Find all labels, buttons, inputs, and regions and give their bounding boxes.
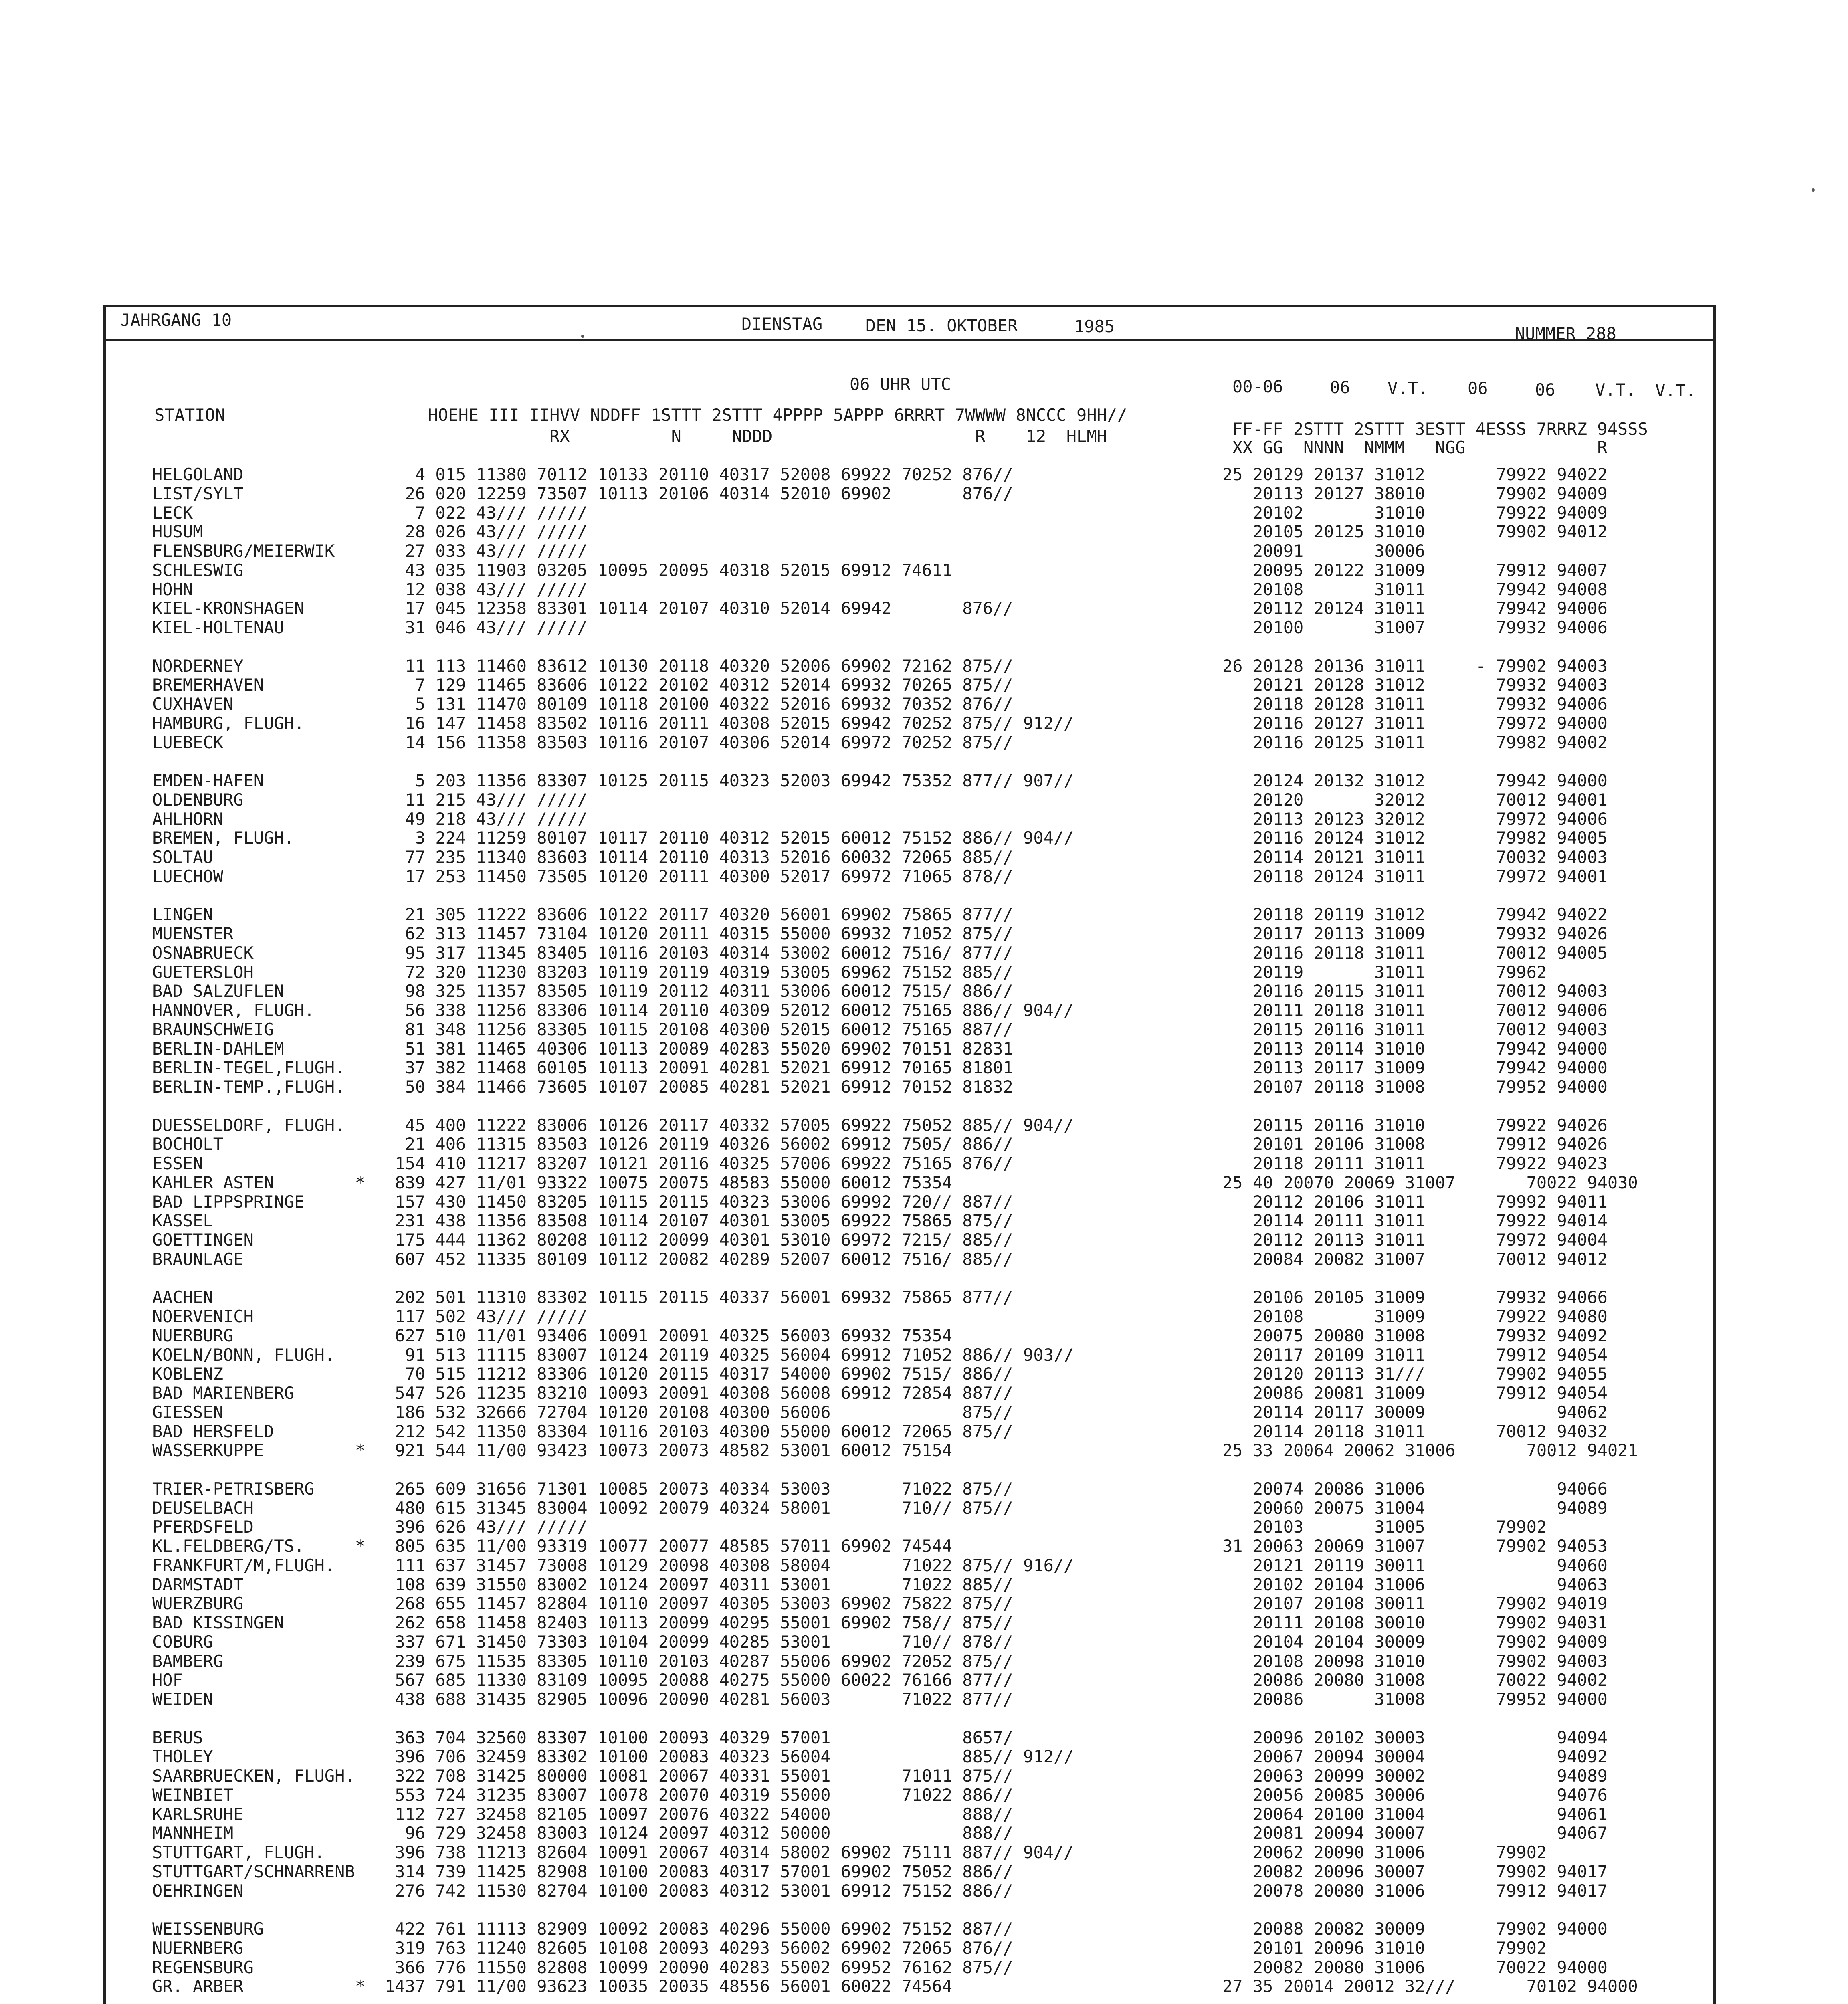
station-name: BRAUNLAGE <box>152 1249 244 1269</box>
station-period-groups: 20103 31005 79902 <box>1222 1517 1547 1537</box>
station-name: GOETTINGEN <box>152 1230 254 1250</box>
station-period-groups: 25 20129 20137 31012 79922 94022 <box>1222 465 1608 484</box>
station-name: DUESSELDORF, FLUGH. <box>152 1115 345 1135</box>
station-observation: 265 609 31656 71301 10085 20073 40334 53003 71022 875// <box>385 1479 1013 1499</box>
station-observation: 337 671 31450 73303 10104 20099 40285 53001 710// 878// <box>385 1632 1013 1652</box>
station-name: LIST/SYLT <box>152 483 244 503</box>
group-vt-b: V.T. <box>1595 380 1636 400</box>
station-name: KIEL-KRONSHAGEN <box>152 598 305 618</box>
station-name: AACHEN <box>152 1287 213 1307</box>
station-name: MANNHEIM <box>152 1823 234 1843</box>
station-observation: 438 688 31435 82905 10096 20090 40281 56003 71022 877// <box>385 1689 1013 1709</box>
station-period-groups: 20075 20080 31008 79932 94092 <box>1222 1325 1608 1345</box>
station-observation: 11 113 11460 83612 10130 20118 40320 52006 69902 72162 875// <box>385 656 1013 676</box>
station-observation: 322 708 31425 80000 10081 20067 40331 55001 71011 875// <box>385 1766 1013 1786</box>
station-period-groups: 20117 20113 31009 79932 94026 <box>1222 924 1608 943</box>
station-observation: 11 215 43/// ///// <box>385 790 588 810</box>
station-observation: 49 218 43/// ///// <box>385 809 588 829</box>
station-name: SCHLESWIG <box>152 560 244 580</box>
station-observation: 98 325 11357 83505 10119 20112 40311 53006 60012 7515/ 886// <box>385 981 1013 1001</box>
station-observation: 396 738 11213 82604 10091 20067 40314 58002 69902 75111 887// 904// <box>385 1842 1074 1862</box>
station-period-groups: 20105 20125 31010 79902 94012 <box>1222 522 1608 542</box>
station-name: BERLIN-TEGEL,FLUGH. <box>152 1058 345 1078</box>
station-name: EMDEN-HAFEN <box>152 771 264 790</box>
station-name: WUERZBURG <box>152 1594 244 1614</box>
station-observation: 117 502 43/// ///// <box>385 1307 588 1326</box>
station-observation: 50 384 11466 73605 10107 20085 40281 52021 69912 70152 81832 <box>385 1077 1013 1097</box>
station-period-groups: 20116 20125 31011 79982 94002 <box>1222 732 1608 752</box>
station-name: HANNOVER, FLUGH. <box>152 1000 315 1020</box>
station-name: REGENSBURG <box>152 1957 254 1977</box>
station-period-groups: 20064 20100 31004 94061 <box>1222 1804 1608 1824</box>
station-period-groups: 20107 20118 31008 79952 94000 <box>1222 1077 1608 1097</box>
station-name: GIESSEN <box>152 1402 224 1422</box>
column-header-line-2-right: XX GG NNNN NMMM NGG R <box>1232 438 1608 457</box>
station-name: AHLHORN <box>152 809 224 829</box>
station-period-groups: 20067 20094 30004 94092 <box>1222 1747 1608 1767</box>
station-period-groups: 20086 20080 31008 70022 94002 <box>1222 1670 1608 1690</box>
station-name: BAMBERG <box>152 1651 224 1671</box>
station-name: SOLTAU <box>152 847 213 867</box>
station-name: KAHLER ASTEN * <box>152 1172 366 1192</box>
station-period-groups: 20120 32012 70012 94001 <box>1222 790 1608 810</box>
station-name: KARLSRUHE <box>152 1804 244 1824</box>
station-period-groups: 20114 20117 30009 94062 <box>1222 1402 1608 1422</box>
group-06-b: 06 <box>1468 378 1488 398</box>
station-observation: 21 305 11222 83606 10122 20117 40320 56001 69902 75865 877// <box>385 905 1013 925</box>
station-observation: 396 626 43/// ///// <box>385 1517 588 1537</box>
station-name: BAD LIPPSPRINGE <box>152 1192 305 1212</box>
date-label: DEN 15. OKTOBER <box>866 316 1018 335</box>
station-observation: 5 203 11356 83307 10125 20115 40323 52003 69942 75352 877// 907// <box>385 771 1074 790</box>
station-observation: 839 427 11/01 93322 10075 20075 48583 55000 60012 75354 <box>385 1172 953 1192</box>
station-name: KASSEL <box>152 1211 213 1231</box>
station-period-groups: 20111 20108 30010 79902 94031 <box>1222 1613 1608 1632</box>
station-name: BERLIN-DAHLEM <box>152 1038 284 1059</box>
station-period-groups: 20074 20086 31006 94066 <box>1222 1479 1608 1499</box>
station-observation: 363 704 32560 83307 10100 20093 40329 57001 8657/ <box>385 1727 1013 1747</box>
station-name: KL.FELDBERG/TS. * <box>152 1536 366 1556</box>
station-period-groups: 20112 20106 31011 79992 94011 <box>1222 1192 1608 1212</box>
station-period-groups: 20114 20118 31011 70012 94032 <box>1222 1421 1608 1441</box>
station-observation: 175 444 11362 80208 10112 20099 40301 53010 69972 7215/ 885// <box>385 1230 1013 1250</box>
station-observation: 17 045 12358 83301 10114 20107 40310 52014 69942 876// <box>385 598 1013 618</box>
station-observation: 7 129 11465 83606 10122 20102 40312 52014 69932 70265 875// <box>385 675 1013 695</box>
observation-time-label: 06 UHR UTC <box>850 374 951 394</box>
station-period-groups: 20082 20080 31006 70022 94000 <box>1222 1957 1608 1977</box>
weekday-label: DIENSTAG <box>741 314 823 334</box>
station-period-groups: 20118 20124 31011 79972 94001 <box>1222 866 1608 886</box>
station-observation: 547 526 11235 83210 10093 20091 40308 56008 69912 72854 887// <box>385 1383 1013 1403</box>
station-period-groups: 25 40 20070 20069 31007 70022 94030 <box>1222 1172 1638 1192</box>
period-label: 00-06 <box>1232 377 1283 396</box>
station-name: BAD KISSINGEN <box>152 1613 284 1632</box>
station-period-groups: 20081 20094 30007 94067 <box>1222 1823 1608 1843</box>
station-name: PFERDSFELD <box>152 1517 254 1537</box>
station-period-groups: 20116 20118 31011 70012 94005 <box>1222 943 1608 963</box>
station-observation: 202 501 11310 83302 10115 20115 40337 56001 69932 75865 877// <box>385 1287 1013 1307</box>
station-period-groups: 20091 30006 <box>1222 541 1425 561</box>
column-header-line-1-right: FF-FF 2STTT 2STTT 3ESTT 4ESSS 7RRRZ 94SSS <box>1232 419 1648 439</box>
station-name: BOCHOLT <box>152 1134 224 1154</box>
station-period-groups: 20095 20122 31009 79912 94007 <box>1222 560 1608 580</box>
station-period-groups: 20118 20119 31012 79942 94022 <box>1222 905 1608 925</box>
station-period-groups: 20106 20105 31009 79932 94066 <box>1222 1287 1608 1307</box>
column-header-line-1: STATION HOEHE III IIHVV NDDFF 1STTT 2STTT 4PPPP 5APPP 6RRRT 7WWWW 8NCCC 9HH// <box>154 405 1127 425</box>
station-name: HUSUM <box>152 522 203 542</box>
station-observation: 239 675 11535 83305 10110 20103 40287 55006 69902 72052 875// <box>385 1651 1013 1671</box>
station-observation: 7 022 43/// ///// <box>385 503 588 523</box>
station-observation: 28 026 43/// ///// <box>385 522 588 542</box>
station-name: STUTTGART/SCHNARRENB <box>152 1861 355 1881</box>
station-period-groups: 26 20128 20136 31011 - 79902 94003 <box>1222 656 1608 676</box>
header-rule <box>103 339 1716 341</box>
station-period-groups: 20096 20102 30003 94094 <box>1222 1727 1608 1747</box>
station-observation: 314 739 11425 82908 10100 20083 40317 57001 69902 75052 886// <box>385 1861 1013 1881</box>
station-period-groups: 20113 20127 38010 79902 94009 <box>1222 483 1608 503</box>
station-observation: 96 729 32458 83003 10124 20097 40312 50000 888// <box>385 1823 1013 1843</box>
station-period-groups: 20124 20132 31012 79942 94000 <box>1222 771 1608 790</box>
station-period-groups: 20121 20128 31012 79932 94003 <box>1222 675 1608 695</box>
station-observation: 95 317 11345 83405 10116 20103 40314 53002 60012 7516/ 877// <box>385 943 1013 963</box>
station-name: BRAUNSCHWEIG <box>152 1019 274 1039</box>
station-observation: 396 706 32459 83302 10100 20083 40323 56004 885// 912// <box>385 1747 1074 1767</box>
station-period-groups: 20107 20108 30011 79902 94019 <box>1222 1594 1608 1614</box>
station-period-groups: 20056 20085 30006 94076 <box>1222 1785 1608 1805</box>
station-name: HAMBURG, FLUGH. <box>152 713 305 733</box>
station-name: WEISSENBURG <box>152 1919 264 1939</box>
station-name: WEINBIET <box>152 1785 234 1805</box>
station-period-groups: 20100 31007 79932 94006 <box>1222 618 1608 637</box>
station-observation: 43 035 11903 03205 10095 20095 40318 52015 69912 74611 <box>385 560 953 580</box>
station-observation: 231 438 11356 83508 10114 20107 40301 53005 69922 75865 875// <box>385 1211 1013 1231</box>
station-period-groups: 20115 20116 31010 79922 94026 <box>1222 1115 1608 1135</box>
station-name: HOF <box>152 1670 183 1690</box>
station-observation: 5 131 11470 80109 10118 20100 40322 52016 69932 70352 876// <box>385 694 1013 714</box>
station-period-groups: 20112 20124 31011 79942 94006 <box>1222 598 1608 618</box>
station-period-groups: 20078 20080 31006 79912 94017 <box>1222 1881 1608 1901</box>
station-observation: 262 658 11458 82403 10113 20099 40295 55001 69902 758// 875// <box>385 1613 1013 1632</box>
station-name: WASSERKUPPE * <box>152 1440 366 1461</box>
station-period-groups: 20088 20082 30009 79902 94000 <box>1222 1919 1608 1939</box>
station-name: NORDERNEY <box>152 656 244 676</box>
scan-speck <box>1812 188 1815 192</box>
station-observation: 31 046 43/// ///// <box>385 618 588 637</box>
station-observation: 81 348 11256 83305 10115 20108 40300 52015 60012 75165 887// <box>385 1019 1013 1039</box>
station-name: DEUSELBACH <box>152 1498 254 1518</box>
station-observation: 14 156 11358 83503 10116 20107 40306 52014 69972 70252 875// <box>385 732 1013 752</box>
station-observation: 108 639 31550 83002 10124 20097 40311 53001 71022 885// <box>385 1574 1013 1594</box>
station-period-groups: 20119 31011 79962 <box>1222 962 1547 982</box>
station-observation: 3 224 11259 80107 10117 20110 40312 52015 60012 75152 886// 904// <box>385 828 1074 848</box>
station-name: BERLIN-TEMP.,FLUGH. <box>152 1077 345 1097</box>
group-06-c: 06 <box>1535 380 1555 400</box>
station-period-groups: 20108 31009 79922 94080 <box>1222 1307 1608 1326</box>
station-name: BREMERHAVEN <box>152 675 264 695</box>
station-observation: 805 635 11/00 93319 10077 20077 48585 57011 69902 74544 <box>385 1536 953 1556</box>
station-period-groups: 20120 20113 31/// 79902 94055 <box>1222 1364 1608 1384</box>
station-observation: 627 510 11/01 93406 10091 20091 40325 56003 69932 75354 <box>385 1325 953 1345</box>
group-vt-c: V.T. <box>1655 381 1696 400</box>
station-name: COBURG <box>152 1632 213 1652</box>
station-period-groups: 20116 20127 31011 79972 94000 <box>1222 713 1608 733</box>
station-period-groups: 20118 20128 31011 79932 94006 <box>1222 694 1608 714</box>
station-observation: 422 761 11113 82909 10092 20083 40296 55000 69902 75152 887// <box>385 1919 1013 1939</box>
group-06-a: 06 <box>1330 378 1350 397</box>
station-name: OLDENBURG <box>152 790 244 810</box>
station-name: BAD MARIENBERG <box>152 1383 295 1403</box>
station-name: FRANKFURT/M,FLUGH. <box>152 1555 335 1575</box>
station-observation: 56 338 11256 83306 10114 20110 40309 52012 60012 75165 886// 904// <box>385 1000 1074 1020</box>
station-period-groups: 20115 20116 31011 70012 94003 <box>1222 1019 1608 1039</box>
station-observation: 567 685 11330 83109 10095 20088 40275 55000 60022 76166 877// <box>385 1670 1013 1690</box>
station-period-groups: 20114 20111 31011 79922 94014 <box>1222 1211 1608 1231</box>
station-observation: 366 776 11550 82808 10099 20090 40283 55002 69952 76162 875// <box>385 1957 1013 1977</box>
station-period-groups: 20113 20117 31009 79942 94000 <box>1222 1058 1608 1078</box>
station-observation: 45 400 11222 83006 10126 20117 40332 57005 69922 75052 885// 904// <box>385 1115 1074 1135</box>
station-period-groups: 20101 20096 31010 79902 <box>1222 1938 1547 1958</box>
station-name: GR. ARBER * <box>152 1976 366 1996</box>
station-observation: 4 015 11380 70112 10133 20110 40317 52008 69922 70252 876// <box>385 465 1013 484</box>
station-observation: 480 615 31345 83004 10092 20079 40324 58001 710// 875// <box>385 1498 1013 1518</box>
station-observation: 21 406 11315 83503 10126 20119 40326 56002 69912 7505/ 886// <box>385 1134 1013 1154</box>
station-period-groups: 20113 20114 31010 79942 94000 <box>1222 1038 1608 1059</box>
station-name: KIEL-HOLTENAU <box>152 618 284 637</box>
station-name: MUENSTER <box>152 924 234 943</box>
station-name: OEHRINGEN <box>152 1881 244 1901</box>
station-period-groups: 20116 20115 31011 70012 94003 <box>1222 981 1608 1001</box>
station-observation: 62 313 11457 73104 10120 20111 40315 55000 69932 71052 875// <box>385 924 1013 943</box>
station-period-groups: 20082 20096 30007 79902 94017 <box>1222 1861 1608 1881</box>
station-observation: 212 542 11350 83304 10116 20103 40300 55000 60012 72065 875// <box>385 1421 1013 1441</box>
station-period-groups: 20062 20090 31006 79902 <box>1222 1842 1547 1862</box>
station-period-groups: 20086 20081 31009 79912 94054 <box>1222 1383 1608 1403</box>
station-period-groups: 20102 20104 31006 94063 <box>1222 1574 1608 1594</box>
station-observation: 70 515 11212 83306 10120 20115 40317 54000 69902 7515/ 886// <box>385 1364 1013 1384</box>
station-name: TRIER-PETRISBERG <box>152 1479 315 1499</box>
station-name: CUXHAVEN <box>152 694 234 714</box>
station-period-groups: 20114 20121 31011 70032 94003 <box>1222 847 1608 867</box>
station-name: LECK <box>152 503 193 523</box>
station-period-groups: 20121 20119 30011 94060 <box>1222 1555 1608 1575</box>
station-observation: 111 637 31457 73008 10129 20098 40308 58004 71022 875// 916// <box>385 1555 1074 1575</box>
station-period-groups: 20063 20099 30002 94089 <box>1222 1766 1608 1786</box>
year-label: 1985 <box>1074 317 1115 336</box>
station-period-groups: 20112 20113 31011 79972 94004 <box>1222 1230 1608 1250</box>
station-period-groups: 20108 31011 79942 94008 <box>1222 579 1608 599</box>
station-name: ESSEN <box>152 1154 203 1173</box>
station-name: FLENSBURG/MEIERWIK <box>152 541 335 561</box>
station-name: NOERVENICH <box>152 1307 254 1326</box>
station-name: THOLEY <box>152 1747 213 1767</box>
station-name: LUEBECK <box>152 732 224 752</box>
station-observation: 1437 791 11/00 93623 10035 20035 48556 56001 60022 74564 <box>385 1976 953 1996</box>
station-name: SAARBRUECKEN, FLUGH. <box>152 1766 355 1786</box>
station-observation: 268 655 11457 82804 10110 20097 40305 53003 69902 75822 875// <box>385 1594 1013 1614</box>
station-observation: 921 544 11/00 93423 10073 20073 48582 53001 60012 75154 <box>385 1440 953 1461</box>
station-observation: 17 253 11450 73505 10120 20111 40300 52017 69972 71065 878// <box>385 866 1013 886</box>
station-name: NUERBURG <box>152 1325 234 1345</box>
station-observation: 319 763 11240 82605 10108 20093 40293 56002 69902 72065 876// <box>385 1938 1013 1958</box>
station-period-groups: 20102 31010 79922 94009 <box>1222 503 1608 523</box>
station-period-groups: 20101 20106 31008 79912 94026 <box>1222 1134 1608 1154</box>
station-name: BERUS <box>152 1727 203 1747</box>
station-name: LINGEN <box>152 905 213 925</box>
station-name: WEIDEN <box>152 1689 213 1709</box>
station-observation: 16 147 11458 83502 10116 20111 40308 52015 69942 70252 875// 912// <box>385 713 1074 733</box>
station-observation: 276 742 11530 82704 10100 20083 40312 53001 69912 75152 886// <box>385 1881 1013 1901</box>
station-period-groups: 20117 20109 31011 79912 94054 <box>1222 1345 1608 1365</box>
station-observation: 37 382 11468 60105 10113 20091 40281 52021 69912 70165 81801 <box>385 1058 1013 1078</box>
station-period-groups: 25 33 20064 20062 31006 70012 94021 <box>1222 1440 1638 1461</box>
station-period-groups: 20060 20075 31004 94089 <box>1222 1498 1608 1518</box>
station-period-groups: 27 35 20014 20012 32/// 70102 94000 <box>1222 1976 1638 1996</box>
station-observation: 77 235 11340 83603 10114 20110 40313 52016 60032 72065 885// <box>385 847 1013 867</box>
station-observation: 27 033 43/// ///// <box>385 541 588 561</box>
station-observation: 26 020 12259 73507 10113 20106 40314 52010 69902 876// <box>385 483 1013 503</box>
station-name: LUECHOW <box>152 866 224 886</box>
station-period-groups: 20118 20111 31011 79922 94023 <box>1222 1154 1608 1173</box>
station-observation: 553 724 31235 83007 10078 20070 40319 55000 71022 886// <box>385 1785 1013 1805</box>
station-period-groups: 20084 20082 31007 70012 94012 <box>1222 1249 1608 1269</box>
station-observation: 607 452 11335 80109 10112 20082 40289 52007 60012 7516/ 885// <box>385 1249 1013 1269</box>
station-name: HOHN <box>152 579 193 599</box>
station-name: OSNABRUECK <box>152 943 254 963</box>
station-period-groups: 20086 31008 79952 94000 <box>1222 1689 1608 1709</box>
station-name: STUTTGART, FLUGH. <box>152 1842 325 1862</box>
station-observation: 12 038 43/// ///// <box>385 579 588 599</box>
station-period-groups: 20104 20104 30009 79902 94009 <box>1222 1632 1608 1652</box>
group-vt-a: V.T. <box>1388 378 1428 398</box>
station-name: DARMSTADT <box>152 1574 244 1594</box>
station-period-groups: 20111 20118 31011 70012 94006 <box>1222 1000 1608 1020</box>
station-name: KOBLENZ <box>152 1364 224 1384</box>
station-name: HELGOLAND <box>152 465 244 484</box>
station-name: BREMEN, FLUGH. <box>152 828 295 848</box>
station-observation: 154 410 11217 83207 10121 20116 40325 57006 69922 75165 876// <box>385 1154 1013 1173</box>
station-observation: 157 430 11450 83205 10115 20115 40323 53006 69992 720// 887// <box>385 1192 1013 1212</box>
station-name: KOELN/BONN, FLUGH. <box>152 1345 335 1365</box>
station-name: NUERNBERG <box>152 1938 244 1958</box>
station-name: GUETERSLOH <box>152 962 254 982</box>
station-period-groups: 31 20063 20069 31007 79902 94053 <box>1222 1536 1608 1556</box>
station-name: BAD SALZUFLEN <box>152 981 284 1001</box>
station-period-groups: 20108 20098 31010 79902 94003 <box>1222 1651 1608 1671</box>
scan-speck <box>581 335 584 338</box>
station-name: BAD HERSFELD <box>152 1421 274 1441</box>
station-observation: 112 727 32458 82105 10097 20076 40322 54000 888// <box>385 1804 1013 1824</box>
issue-number-label: NUMMER 288 <box>1515 324 1616 343</box>
station-observation: 72 320 11230 83203 10119 20119 40319 53005 69962 75152 885// <box>385 962 1013 982</box>
station-period-groups: 20113 20123 32012 79972 94006 <box>1222 809 1608 829</box>
station-period-groups: 20116 20124 31012 79982 94005 <box>1222 828 1608 848</box>
jahrgang-label: JAHRGANG 10 <box>120 310 232 330</box>
station-observation: 91 513 11115 83007 10124 20119 40325 56004 69912 71052 886// 903// <box>385 1345 1074 1365</box>
station-observation: 51 381 11465 40306 10113 20089 40283 55020 69902 70151 82831 <box>385 1038 1013 1059</box>
column-header-line-2: RX N NDDD R 12 HLMH <box>154 426 1107 446</box>
station-observation: 186 532 32666 72704 10120 20108 40300 56006 875// <box>385 1402 1013 1422</box>
